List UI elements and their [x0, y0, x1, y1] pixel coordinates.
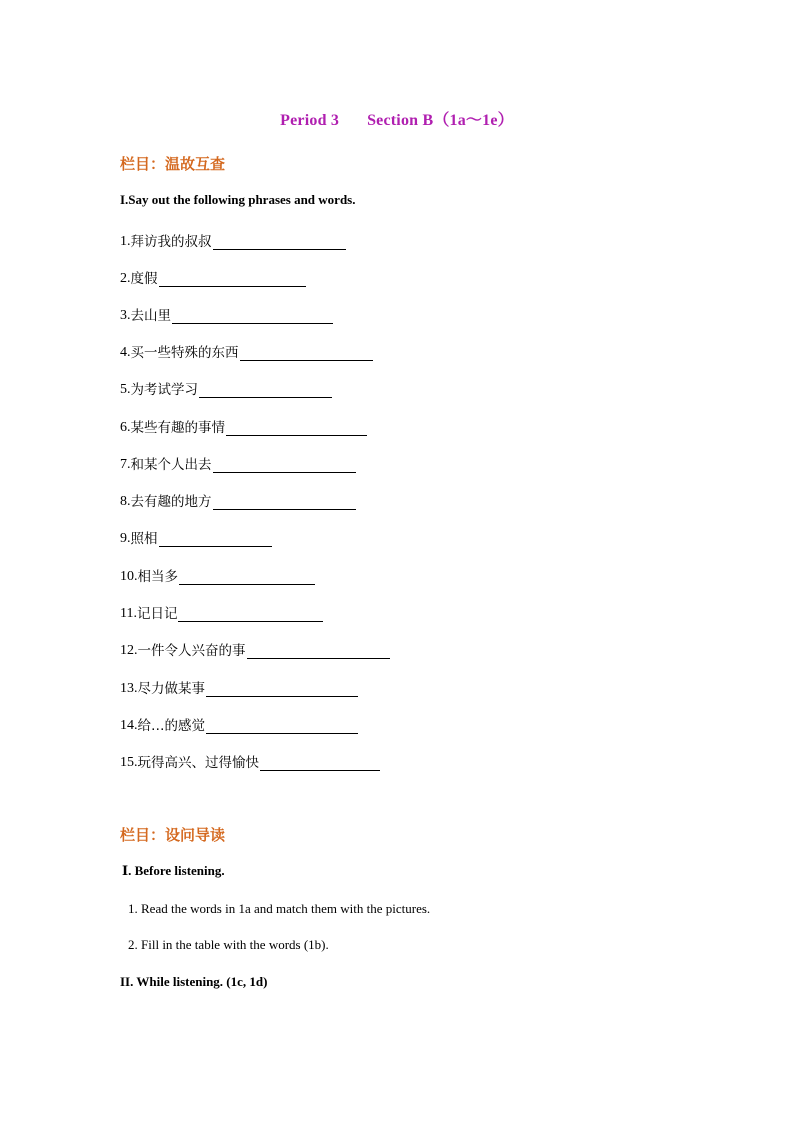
phrase-text: 照相 [130, 531, 158, 547]
phrase-item [120, 714, 358, 734]
section-heading-review: 栏目：温故互查 [120, 155, 226, 173]
phrase-number: 4. [120, 345, 131, 360]
answer-blank[interactable] [240, 346, 373, 361]
phrase-text: 去有趣的地方 [130, 494, 212, 510]
phrase-text: 给…的感觉 [137, 718, 205, 734]
phrase-item [120, 639, 390, 659]
phrase-number: 3. [120, 308, 131, 323]
phrase-number: 2. [120, 271, 131, 286]
phrase-text: 为考试学习 [130, 382, 198, 398]
answer-blank[interactable] [206, 682, 358, 697]
section-heading-guided-reading: 栏目：设问导读 [120, 826, 226, 844]
answer-blank[interactable] [206, 719, 358, 734]
step-read-words: 1. Read the words in 1a and match them with the pictures. [128, 901, 431, 916]
answer-blank[interactable] [172, 309, 333, 324]
title-period: Period 3 [280, 112, 340, 129]
part-while-listening: II. While listening. (1c, 1d) [120, 974, 268, 989]
page-title [0, 107, 794, 130]
phrase-item [120, 453, 356, 473]
phrase-text: 尽力做某事 [137, 681, 205, 697]
phrase-number: 15. [120, 755, 138, 770]
phrase-number: 13. [120, 681, 138, 696]
answer-blank[interactable] [199, 383, 332, 398]
phrase-number: 12. [120, 643, 138, 658]
phrase-item [120, 677, 358, 697]
phrase-item [120, 304, 333, 324]
answer-blank[interactable] [213, 495, 356, 510]
phrase-item [120, 341, 373, 361]
answer-blank[interactable] [226, 421, 367, 436]
phrase-text: 度假 [130, 271, 158, 287]
phrase-number: 7. [120, 457, 131, 472]
answer-blank[interactable] [159, 532, 272, 547]
phrase-number: 8. [120, 494, 131, 509]
answer-blank[interactable] [260, 756, 380, 771]
phrase-text: 相当多 [137, 569, 178, 585]
phrase-number: 10. [120, 569, 138, 584]
answer-blank[interactable] [213, 458, 356, 473]
phrase-text: 去山里 [130, 308, 171, 324]
phrase-number: 1. [120, 234, 131, 249]
part-before-listening: Ⅰ. Before listening. [122, 863, 225, 878]
answer-blank[interactable] [178, 607, 323, 622]
answer-blank[interactable] [159, 272, 306, 287]
phrase-item [120, 490, 356, 510]
step-fill-table: 2. Fill in the table with the words (1b). [128, 937, 329, 952]
answer-blank[interactable] [247, 644, 390, 659]
phrase-text: 买一些特殊的东西 [130, 345, 239, 361]
phrase-item [120, 230, 346, 250]
phrase-number: 6. [120, 420, 131, 435]
phrase-item [120, 267, 306, 287]
phrase-item [120, 527, 272, 547]
answer-blank[interactable] [213, 235, 346, 250]
phrase-item [120, 602, 323, 622]
title-section: Section B（1a～1e） [367, 112, 514, 129]
answer-blank[interactable] [179, 570, 315, 585]
phrase-text: 某些有趣的事情 [130, 420, 225, 436]
phrase-item [120, 416, 367, 436]
phrase-item [120, 751, 380, 771]
phrase-number: 11. [120, 606, 137, 621]
phrase-text: 和某个人出去 [130, 457, 212, 473]
instruction-phrases: I.Say out the following phrases and words. [120, 192, 356, 207]
phrase-number: 14. [120, 718, 138, 733]
phrase-text: 记日记 [136, 606, 178, 622]
phrase-number: 5. [120, 382, 131, 397]
phrase-number: 9. [120, 531, 131, 546]
phrase-text: 一件令人兴奋的事 [137, 643, 246, 659]
phrase-item [120, 378, 332, 398]
phrase-item [120, 565, 315, 585]
phrase-text: 玩得高兴、过得愉快 [137, 755, 259, 771]
phrase-text: 拜访我的叔叔 [130, 234, 212, 250]
